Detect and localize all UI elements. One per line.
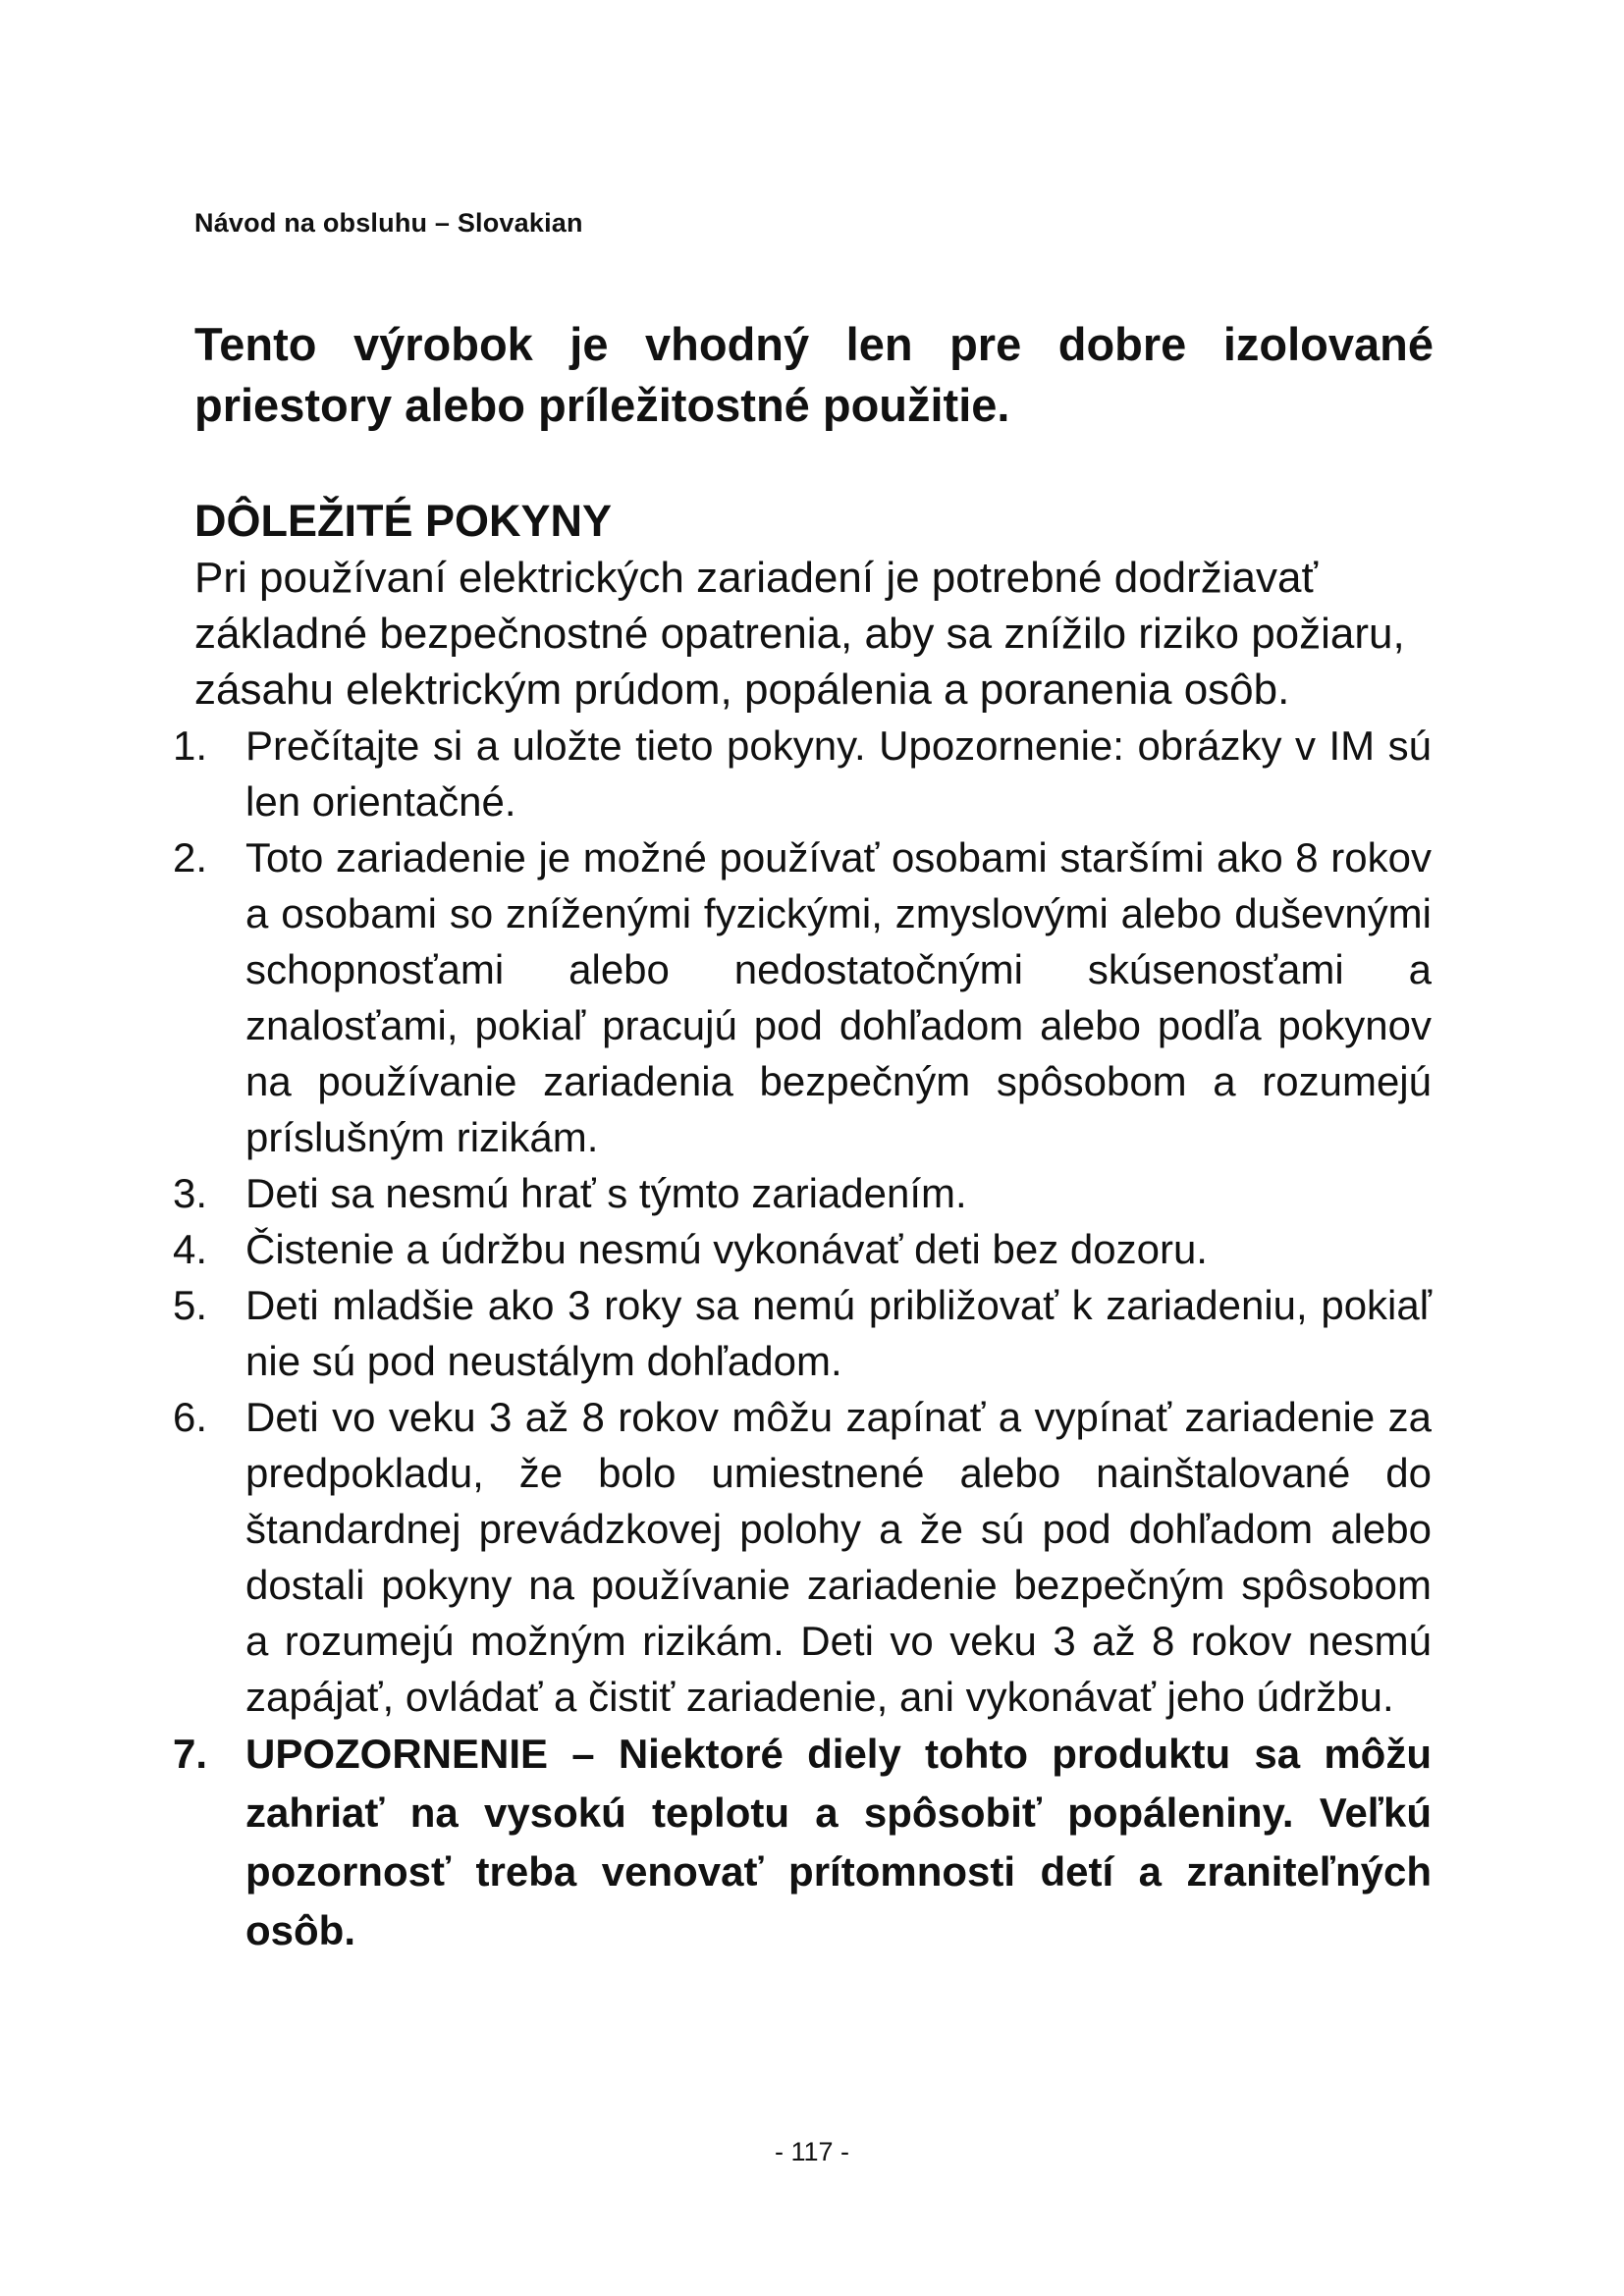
instruction-number: 2. <box>173 834 208 881</box>
instruction-number: 7. <box>173 1731 208 1777</box>
section-heading: DÔLEŽITÉ POKYNY <box>194 496 613 546</box>
instruction-text: Deti sa nesmú hrať s týmto zariadením. <box>245 1170 967 1216</box>
document-header: Návod na obsluhu – Slovakian <box>194 208 583 238</box>
instruction-number: 3. <box>173 1170 208 1216</box>
instruction-text: Deti mladšie ako 3 roky sa nemú približovať k zariadeniu, pokiaľ nie sú pod neustálym dohľadom. <box>245 1282 1432 1384</box>
instruction-text: Čistenie a údržbu nesmú vykonávať deti bez dozoru. <box>245 1226 1208 1272</box>
instruction-text: Deti vo veku 3 až 8 rokov môžu zapínať a vypínať zariadenie za predpokladu, že bolo umiestnené alebo nainštalované do štandardnej prevádzkovej polohy a že sú pod dohľadom alebo dostali pokyny na používanie zariadenie bezpečným spôsobom a rozumejú možným rizikám. Deti vo veku 3 až 8 rokov nesmú zapájať, ovládať a čistiť zariadenie, ani vykonávať jeho údržbu. <box>245 1394 1432 1720</box>
instruction-item <box>173 1221 1432 1277</box>
instruction-item-warning <box>173 1725 1432 1960</box>
instruction-item <box>173 1277 1432 1389</box>
instruction-item <box>173 1165 1432 1221</box>
page-number: - 117 - <box>774 2137 850 2166</box>
section-intro: Pri používaní elektrických zariadení je potrebné dodržiavať základné bezpečnostné opatrenia, aby sa znížilo riziko požiaru, zásahu elektrickým prúdom, popálenia a poranenia osôb. <box>194 554 1405 714</box>
instruction-list <box>173 718 1432 1960</box>
instruction-text: UPOZORNENIE – Niektoré diely tohto produktu sa môžu zahriať na vysokú teplotu a spôsobiť popáleniny. Veľkú pozornosť treba venovať prítomnosti detí a zraniteľných osôb. <box>245 1731 1432 1953</box>
instruction-number: 5. <box>173 1282 208 1328</box>
instruction-item <box>173 1389 1432 1725</box>
instruction-item <box>173 718 1432 829</box>
instruction-item <box>173 829 1432 1165</box>
instruction-number: 6. <box>173 1394 208 1440</box>
page-content <box>173 314 1434 1960</box>
instruction-text: Prečítajte si a uložte tieto pokyny. Upozornenie: obrázky v IM sú len orientačné. <box>245 722 1432 825</box>
instruction-number: 1. <box>173 722 208 769</box>
suitability-warning: Tento výrobok je vhodný len pre dobre izolované priestory alebo príležitostné použitie. <box>194 318 1434 431</box>
instruction-number: 4. <box>173 1226 208 1272</box>
instruction-text: Toto zariadenie je možné používať osobami staršími ako 8 rokov a osobami so zníženými fyzickými, zmyslovými alebo duševnými schopnosťami alebo nedostatočnými skúsenosťami a znalosťami, pokiaľ pracujú pod dohľadom alebo podľa pokynov na používanie zariadenia bezpečným spôsobom a rozumejú príslušným rizikám. <box>245 834 1432 1160</box>
